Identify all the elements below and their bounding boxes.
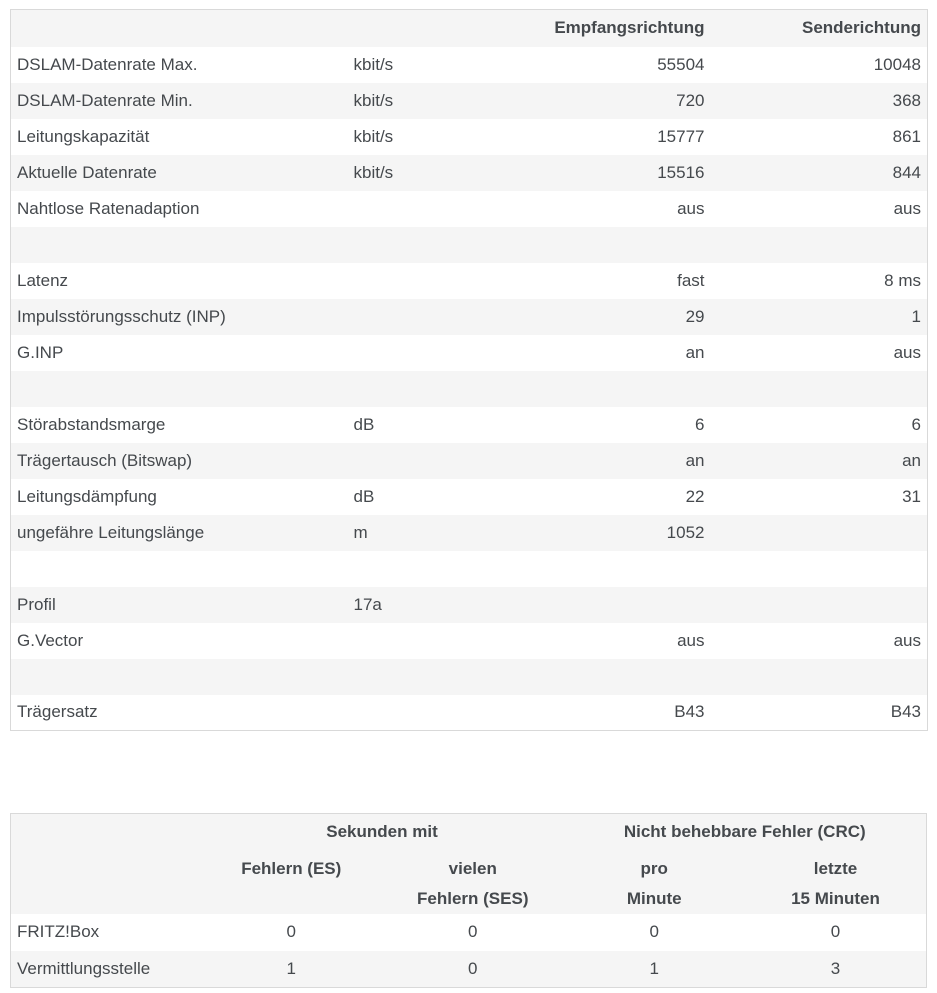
row-downstream-value [458, 227, 711, 263]
row-label: Trägersatz [17, 702, 98, 722]
error-header-ses [382, 850, 564, 914]
dsl-header-downstream: Empfangsrichtung [554, 18, 705, 38]
row-upstream-value: 1 [911, 306, 921, 326]
row-unit: kbit/s [353, 162, 394, 182]
row-unit [348, 335, 458, 371]
row-label: Leitungsdämpfung [17, 486, 157, 506]
error-header-ses-line1: vielen [448, 858, 497, 878]
row-downstream-value: B43 [674, 702, 705, 722]
row-downstream-value: 29 [685, 306, 705, 326]
table-row [11, 623, 928, 659]
row-unit [348, 227, 458, 263]
row-upstream-value: an [902, 450, 921, 470]
row-unit: kbit/s [353, 54, 394, 74]
row-downstream-value [458, 587, 711, 623]
table-row-spacer [11, 227, 928, 263]
row-label: G.Vector [17, 630, 84, 650]
row-downstream-value: 22 [685, 486, 705, 506]
row-label: Latenz [17, 270, 69, 290]
row-unit: m [353, 522, 368, 542]
dsl-header-label [11, 10, 348, 47]
table-row [11, 695, 928, 731]
row-unit: dB [353, 486, 375, 506]
row-ses-value: 0 [468, 958, 478, 978]
dsl-header-row [11, 10, 928, 47]
row-upstream-value: 368 [892, 90, 921, 110]
row-upstream-value: 8 ms [884, 270, 921, 290]
row-label: Impulsstörungsschutz (INP) [17, 306, 226, 326]
row-label [11, 659, 348, 695]
row-downstream-value: aus [677, 630, 705, 650]
row-label: FRITZ!Box [17, 922, 100, 941]
row-upstream-value [711, 371, 928, 407]
row-ses-value: 0 [468, 922, 478, 941]
row-label: Leitungskapazität [17, 126, 150, 146]
error-header-es [201, 850, 383, 914]
row-downstream-value: 6 [695, 414, 705, 434]
table-row [11, 515, 928, 551]
row-upstream-value: 10048 [873, 54, 921, 74]
row-downstream-value [458, 659, 711, 695]
row-upstream-value: 861 [892, 126, 921, 146]
row-unit [348, 659, 458, 695]
table-row [11, 83, 928, 119]
row-downstream-value: an [685, 342, 705, 362]
table-row [11, 479, 928, 515]
row-es-value: 0 [286, 922, 296, 941]
row-per-minute-value: 1 [649, 958, 659, 978]
row-unit: kbit/s [353, 126, 394, 146]
row-label [11, 227, 348, 263]
row-unit: 17a [353, 594, 382, 614]
row-label [11, 371, 348, 407]
row-per-minute-value: 0 [649, 922, 659, 941]
row-upstream-value [711, 551, 928, 587]
row-unit [348, 695, 458, 731]
row-label [11, 551, 348, 587]
error-header-ses-line2: Fehlern (SES) [417, 888, 529, 908]
table-row [11, 587, 928, 623]
row-label: DSLAM-Datenrate Max. [17, 54, 198, 74]
row-label: Nahtlose Ratenadaption [17, 198, 200, 218]
row-upstream-value: aus [893, 342, 921, 362]
row-downstream-value: 720 [676, 90, 705, 110]
row-unit [348, 263, 458, 299]
error-counters-table [10, 813, 927, 988]
row-upstream-value [711, 659, 928, 695]
error-subheader-row [11, 850, 927, 914]
row-upstream-value [711, 227, 928, 263]
table-row [11, 119, 928, 155]
row-upstream-value: 844 [892, 162, 921, 182]
error-header-last15-line2: 15 Minuten [791, 888, 880, 908]
row-last15-value: 0 [830, 922, 841, 941]
row-label: Aktuelle Datenrate [17, 162, 157, 182]
table-row [11, 191, 928, 227]
row-label: Profil [17, 594, 56, 614]
row-es-value: 1 [286, 958, 296, 978]
dsl-parameters-table [10, 9, 928, 731]
table-row-spacer [11, 551, 928, 587]
table-row [11, 299, 928, 335]
row-upstream-value: aus [893, 630, 921, 650]
row-upstream-value: 6 [911, 414, 921, 434]
row-upstream-value: B43 [890, 702, 921, 722]
row-unit [348, 299, 458, 335]
table-row [11, 407, 928, 443]
row-label: ungefähre Leitungslänge [17, 522, 205, 542]
error-header-spacer [11, 814, 201, 850]
row-unit: kbit/s [353, 90, 394, 110]
error-header-per-minute-line1: pro [640, 858, 668, 878]
row-upstream-value: 31 [902, 486, 921, 506]
dsl-header-unit [348, 10, 458, 47]
row-downstream-value: 15777 [657, 126, 705, 146]
table-row [11, 155, 928, 191]
row-unit [348, 191, 458, 227]
error-header-spacer [11, 850, 201, 914]
row-label: Störabstandsmarge [17, 414, 166, 434]
row-upstream-value [711, 515, 928, 551]
error-header-per-minute-line2: Minute [626, 888, 682, 908]
row-upstream-value [711, 587, 928, 623]
row-downstream-value: fast [677, 270, 705, 290]
row-last15-value: 3 [830, 958, 841, 978]
table-row [11, 47, 928, 83]
row-unit [348, 443, 458, 479]
row-downstream-value [458, 551, 711, 587]
table-row [11, 914, 927, 951]
error-group-header-crc: Nicht behebbare Fehler (CRC) [623, 821, 866, 841]
row-unit: dB [353, 414, 375, 434]
row-downstream-value [458, 371, 711, 407]
error-header-last15-line1: letzte [813, 858, 858, 878]
row-label: G.INP [17, 342, 64, 362]
row-label: DSLAM-Datenrate Min. [17, 90, 193, 110]
table-row-spacer [11, 371, 928, 407]
table-row [11, 335, 928, 371]
row-label: Vermittlungsstelle [17, 958, 151, 978]
row-downstream-value: 15516 [657, 162, 705, 182]
table-row-spacer [11, 659, 928, 695]
row-downstream-value: an [685, 450, 705, 470]
table-row [11, 951, 927, 988]
error-group-header-seconds: Sekunden mit [326, 821, 438, 841]
error-header-last15 [745, 850, 927, 914]
row-downstream-value: 1052 [666, 522, 705, 542]
row-unit [348, 551, 458, 587]
error-group-header-row [11, 814, 927, 850]
error-header-es-line1: Fehlern (ES) [241, 858, 342, 878]
row-unit [348, 371, 458, 407]
row-downstream-value: aus [677, 198, 705, 218]
table-row [11, 263, 928, 299]
error-header-per-minute [564, 850, 746, 914]
row-unit [348, 623, 458, 659]
row-downstream-value: 55504 [657, 54, 705, 74]
row-label: Trägertausch (Bitswap) [17, 450, 193, 470]
dsl-header-upstream: Senderichtung [801, 18, 921, 38]
table-row [11, 443, 928, 479]
row-upstream-value: aus [893, 198, 921, 218]
